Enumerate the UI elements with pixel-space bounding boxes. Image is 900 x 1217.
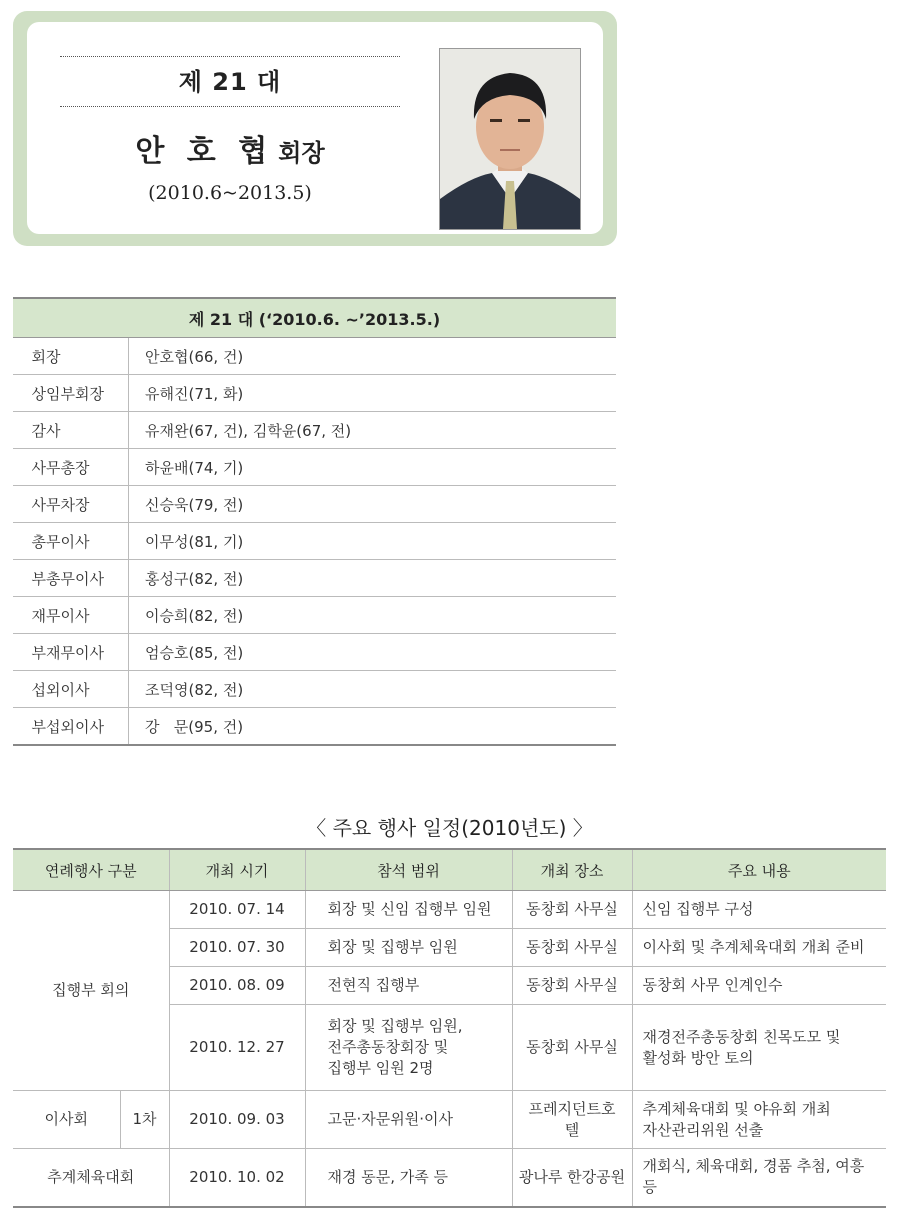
event-date: 2010. 10. 02 (169, 1149, 305, 1207)
event-attendees: 재경 동문, 가족 등 (305, 1149, 512, 1207)
event-date: 2010. 07. 30 (169, 929, 305, 967)
event-place: 프레지던트호텔 (512, 1091, 632, 1149)
portrait-photo (439, 48, 581, 230)
officers-table (13, 297, 616, 746)
member-name: 조덕영(82, 전) (129, 671, 617, 708)
table-header-row (13, 849, 886, 891)
role-label: 부총무이사 (31, 569, 104, 588)
column-header: 주요 내용 (632, 849, 886, 891)
event-place: 동창회 사무실 (512, 967, 632, 1005)
member-name: 하윤배(74, 기) (129, 449, 617, 486)
table-row (13, 634, 616, 671)
table-row (13, 486, 616, 523)
president-title: 회장 (278, 138, 325, 167)
member-name: 엄승호(85, 전) (129, 634, 617, 671)
event-place: 동창회 사무실 (512, 1005, 632, 1091)
role-label: 부섭외이사 (31, 717, 104, 736)
role-label: 사무차장 (31, 495, 90, 514)
event-category: 이사회 (13, 1091, 120, 1149)
event-content: 이사회 및 추계체육대회 개최 준비 (632, 929, 886, 967)
event-place: 동창회 사무실 (512, 891, 632, 929)
table-row (13, 671, 616, 708)
role-label: 섭외이사 (31, 680, 90, 699)
event-date: 2010. 07. 14 (169, 891, 305, 929)
event-date: 2010. 08. 09 (169, 967, 305, 1005)
member-name: 홍성구(82, 전) (129, 560, 617, 597)
profile-card (13, 11, 617, 246)
role-label: 감사 (31, 421, 61, 440)
member-name: 안호협(66, 건) (129, 338, 617, 375)
president-name-line (60, 126, 400, 170)
divider (60, 106, 400, 107)
member-name: 이무성(81, 기) (129, 523, 617, 560)
generation-label: 제 21 대 (178, 68, 282, 96)
table-row (13, 560, 616, 597)
table-row (13, 597, 616, 634)
table-row (13, 708, 616, 746)
role-label: 회장 (31, 347, 61, 366)
event-category: 추계체육대회 (13, 1149, 169, 1207)
table-row (13, 412, 616, 449)
table-row (13, 1149, 886, 1207)
table-row (13, 523, 616, 560)
event-place: 동창회 사무실 (512, 929, 632, 967)
event-attendees: 회장 및 집행부 임원 (305, 929, 512, 967)
event-content: 신임 집행부 구성 (632, 891, 886, 929)
officers-table-heading: 제 21 대 (‘2010.6. ~’2013.5.) (13, 298, 616, 338)
event-category: 집행부 회의 (13, 891, 169, 1091)
role-label: 총무이사 (31, 532, 90, 551)
schedule-title: 〈 주요 행사 일정(2010년도) 〉 (306, 816, 593, 840)
table-row (13, 375, 616, 412)
member-name: 유해진(71, 화) (129, 375, 617, 412)
event-content: 동창회 사무 인계인수 (632, 967, 886, 1005)
role-label: 상임부회장 (31, 384, 104, 403)
member-name: 신승욱(79, 전) (129, 486, 617, 523)
event-attendees: 고문·자문위원·이사 (305, 1091, 512, 1149)
event-date: 2010. 12. 27 (169, 1005, 305, 1091)
schedule-table (13, 848, 886, 1208)
event-attendees: 전현직 집행부 (305, 967, 512, 1005)
table-row (13, 1091, 886, 1149)
president-name: 안 호 협 (135, 134, 274, 169)
event-content: 재경전주총동창회 친목도모 및 활성화 방안 토의 (632, 1005, 886, 1091)
portrait-image (440, 49, 580, 229)
event-content: 추계체육대회 및 야유회 개최 자산관리위원 선출 (632, 1091, 886, 1149)
term-period: (2010.6~2013.5) (148, 182, 312, 204)
column-header: 개최 시기 (169, 849, 305, 891)
member-name: 강 문(95, 건) (129, 708, 617, 746)
column-header: 개최 장소 (512, 849, 632, 891)
role-label: 재무이사 (31, 606, 90, 625)
column-header: 연례행사 구분 (13, 849, 169, 891)
member-name: 이승희(82, 전) (129, 597, 617, 634)
member-name: 유재완(67, 건), 김학윤(67, 전) (129, 412, 617, 449)
event-date: 2010. 09. 03 (169, 1091, 305, 1149)
role-label: 사무총장 (31, 458, 90, 477)
divider (60, 56, 400, 57)
table-row (13, 338, 616, 375)
event-attendees: 회장 및 신임 집행부 임원 (305, 891, 512, 929)
table-row (13, 449, 616, 486)
event-attendees: 회장 및 집행부 임원, 전주총동창회장 및 집행부 임원 2명 (305, 1005, 512, 1091)
event-session: 1차 (120, 1091, 169, 1149)
role-label: 부재무이사 (31, 643, 104, 662)
event-place: 광나루 한강공원 (512, 1149, 632, 1207)
profile-card-inner (27, 22, 603, 234)
column-header: 참석 범위 (305, 849, 512, 891)
table-row (13, 891, 886, 929)
event-content: 개회식, 체육대회, 경품 추첨, 여흥 등 (632, 1149, 886, 1207)
